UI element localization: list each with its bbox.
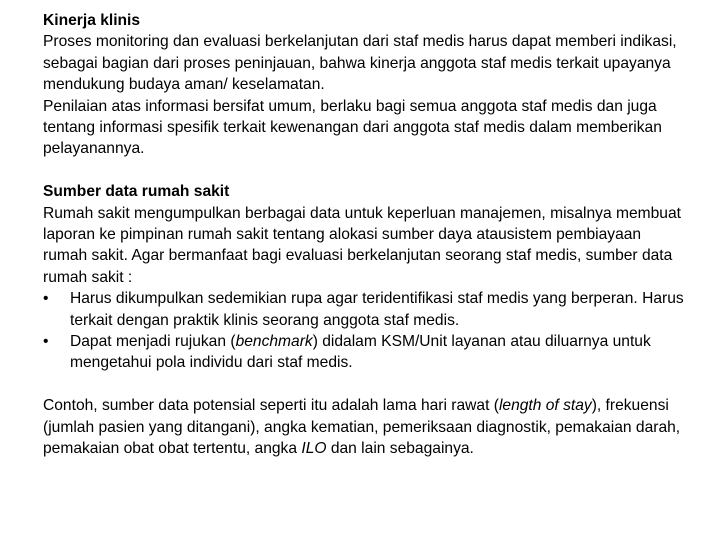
paragraph-contoh xyxy=(43,395,688,459)
contoh-text-part2: ), frekuensi (jumlah pasien yang ditangani), angka kematian, pemeriksaan diagnostik, pemakaian darah, pemakaian obat obat tertentu, angka xyxy=(43,397,681,458)
contoh-italic-ilo: ILO xyxy=(301,440,327,458)
spacer xyxy=(43,374,688,395)
section-title-kinerja-klinis: Kinerja klinis xyxy=(43,12,141,29)
slide-content xyxy=(43,10,688,460)
contoh-text-part3: dan lain sebagainya. xyxy=(326,440,474,458)
contoh-text-part1: Contoh, sumber data potensial seperti itu adalah lama hari rawat ( xyxy=(43,397,499,415)
paragraph-sumber-data-intro: Rumah sakit mengumpulkan berbagai data untuk keperluan manajemen, misalnya membuat laporan ke pimpinan rumah sakit tentang alokasi sumber daya atausistem pembiayaan rumah sakit. Agar bermanfaat bagi evaluasi berkelanjutan seorang staf medis, sumber data rumah sakit : xyxy=(43,204,681,286)
paragraph-monitoring: Proses monitoring dan evaluasi berkelanjutan dari staf medis harus dapat memberi indikasi, sebagai bagian dari proses peninjauan, bahwa kinerja anggota staf medis terkait upayanya mendukung budaya aman/ keselamatan. xyxy=(43,33,677,94)
bullet-list xyxy=(43,288,688,374)
section-title-sumber-data: Sumber data rumah sakit xyxy=(43,183,230,201)
bullet-item xyxy=(43,331,688,374)
bullet-italic-benchmark: benchmark xyxy=(235,333,313,351)
spacer xyxy=(43,160,688,181)
bullet-text-before: Dapat menjadi rujukan ( xyxy=(70,333,236,351)
bullet-text-after: ) didalam KSM/Unit layanan atau diluarnya untuk mengetahui pola individu dari staf medis. xyxy=(70,333,651,372)
paragraph-penilaian: Penilaian atas informasi bersifat umum, berlaku bagi semua anggota staf medis dan juga tentang informasi spesifik terkait kewenangan dari anggota staf medis dalam memberikan pelayanannya. xyxy=(43,97,662,158)
bullet-icon: • xyxy=(43,333,49,351)
bullet-item xyxy=(43,288,688,331)
bullet-text: Harus dikumpulkan sedemikian rupa agar teridentifikasi staf medis yang berperan. Harus terkait dengan praktik klinis seorang anggota staf medis. xyxy=(70,290,684,329)
contoh-italic-length-of-stay: length of stay xyxy=(498,397,592,415)
bullet-icon: • xyxy=(43,290,49,308)
